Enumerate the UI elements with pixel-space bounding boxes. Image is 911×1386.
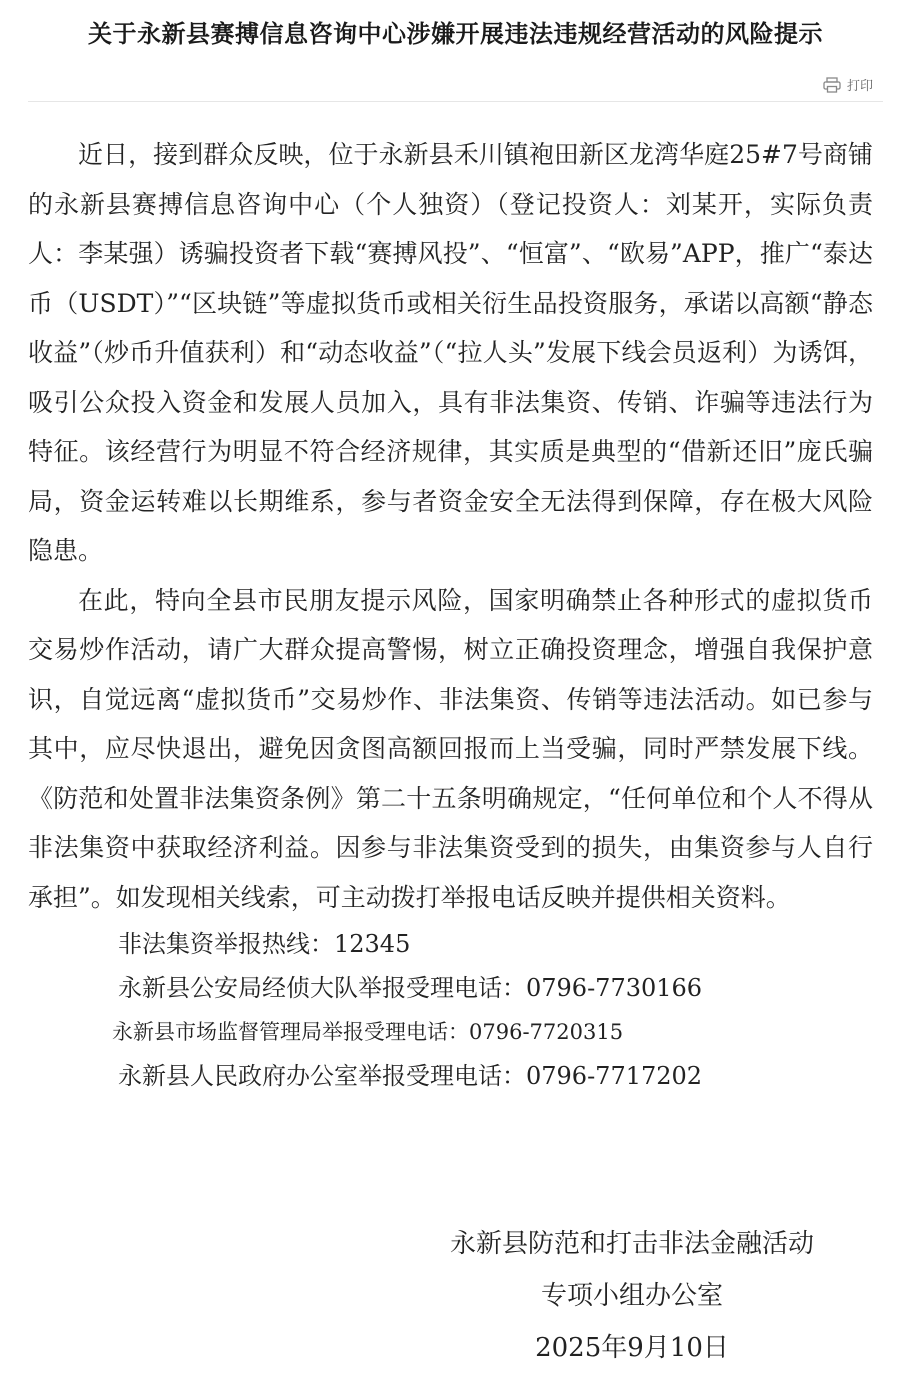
contact-line-police: 永新县公安局经侦大队举报受理电话：0796-7730166 [118,974,703,1002]
print-label: 打印 [846,79,873,94]
paragraph-report: 近日，接到群众反映，位于永新县禾川镇袍田新区龙湾华庭25#7号商铺的永新县赛搏信息咨询中心（个人独资）（登记投资人：刘某开，实际负责人：李某强）诱骗投资者下载“赛搏风投”、“恒富”、“欧易”APP，推广“泰达币（USDT）”“区块链”等虚拟货币或相关衍生品投资服务，承诺以高额“静态收益”（炒币升值获利）和“动态收益”（“拉人头”发展下线会员返利）为诱饵，吸引公众投入资金和发展人员加入，具有非法集资、传销、诈骗等违法行为特征。该经营行为明显不符合经济规律，其实质是典型的“借新还旧”庞氏骗局，资金运转难以长期维系，参与者资金安全无法得到保障，存在极大风险隐患。 [28,140,873,565]
signature-office: 专项小组办公室 [540,1281,723,1311]
print-button[interactable] [823,75,873,94]
paragraph-warning: 在此，特向全县市民朋友提示风险，国家明确禁止各种形式的虚拟货币交易炒作活动，请广大群众提高警惕，树立正确投资理念，增强自我保护意识，自觉远离“虚拟货币”交易炒作、非法集资、传销等违法活动。如已参与其中，应尽快退出，避免因贪图高额回报而上当受骗，同时严禁发展下线。《防范和处置非法集资条例》第二十五条明确规定，“任何单位和个人不得从非法集资中获取经济利益。因参与非法集资受到的损失，由集资参与人自行承担”。如发现相关线索，可主动拨打举报电话反映并提供相关资料。 [28,585,873,912]
signature-date: 2025年9月10日 [535,1333,729,1363]
notice-title: 关于永新县赛搏信息咨询中心涉嫌开展违法违规经营活动的风险提示 [88,20,823,48]
title-divider [28,101,883,102]
signature-organization: 永新县防范和打击非法金融活动 [449,1229,814,1259]
signature-block [362,1218,902,1374]
contact-line-market: 永新县市场监督管理局举报受理电话：0796-7720315 [112,1020,624,1044]
contact-line-government: 永新县人民政府办公室举报受理电话：0796-7717202 [118,1062,703,1090]
contact-line-hotline: 非法集资举报热线：12345 [118,930,411,958]
notice-body [28,130,873,1098]
printer-icon [823,77,841,93]
